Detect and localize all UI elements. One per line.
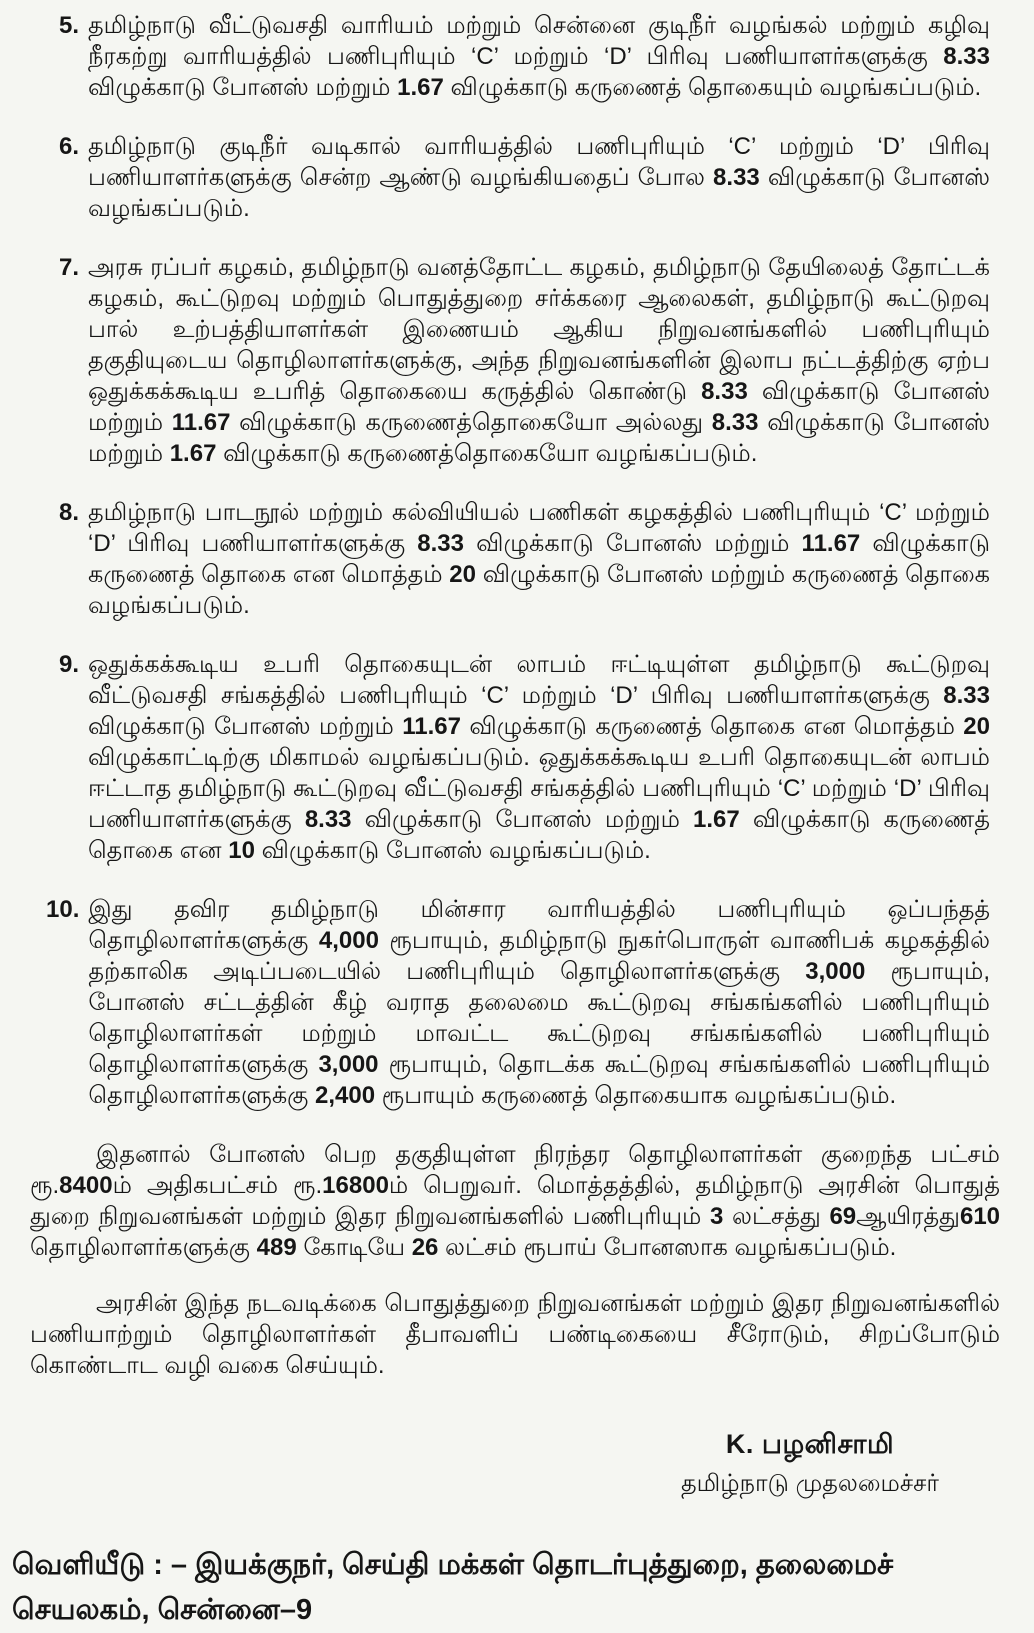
item-number: 6.: [58, 133, 79, 160]
item-text: ஒதுக்கக்கூடிய உபரி தொகையுடன் லாபம் ஈட்டியுள்ள தமிழ்நாடு கூட்டுறவு வீட்டுவசதி சங்கத்தில் பணிபுரியும் ‘C’ மற்றும் ‘D’ பிரிவு பணியாளர்களுக்கு 8.33 விழுக்காடு போனஸ் மற்றும் 11.67 விழுக்காடு கருணைத் தொகை என மொத்தம் 20 விழுக்காட்டிற்கு மிகாமல் வழங்கப்படும். ஒதுக்கக்கூடிய உபரி தொகையுடன் லாபம் ஈட்டாத தமிழ்நாடு கூட்டுறவு வீட்டுவசதி சங்கத்தில் பணிபுரியும் ‘C’ மற்றும் ‘D’ பிரிவு பணியாளர்களுக்கு 8.33 விழுக்காடு போனஸ் மற்றும் 1.67 விழுக்காடு கருணைத் தொகை என 10 விழுக்காடு போனஸ் வழங்கப்படும்.: [88, 651, 990, 864]
impact-paragraph: அரசின் இந்த நடவடிக்கை பொதுத்துறை நிறுவனங்கள் மற்றும் இதர நிறுவனங்களில் பணியாற்றும் தொழிலாளர்கள் தீபாவளிப் பண்டிகையை சீரோடும், சிறப்போடும் கொண்டாட வழி வகை செய்யும்.: [30, 1290, 1000, 1379]
item-number: 9.: [58, 651, 79, 678]
list-item-10: [46, 894, 990, 1111]
signature-block: [670, 1427, 950, 1499]
list-item-8: [46, 497, 990, 621]
signatory-name: K. பழனிசாமி: [725, 1429, 895, 1459]
item-text: அரசு ரப்பர் கழகம், தமிழ்நாடு வனத்தோட்ட கழகம், தமிழ்நாடு தேயிலைத் தோட்டக் கழகம், கூட்டுறவு மற்றும் பொதுத்துறை சர்க்கரை ஆலைகள், தமிழ்நாடு கூட்டுறவு பால் உற்பத்தியாளர்கள் இணையம் ஆகிய நிறுவனங்களில் பணிபுரியும் தகுதியுடைய தொழிலாளர்களுக்கு, அந்த நிறுவனங்களின் இலாப நட்டத்திற்கு ஏற்ப ஒதுக்கக்கூடிய உபரித் தொகையை கருத்தில் கொண்டு 8.33 விழுக்காடு போனஸ் மற்றும் 11.67 விழுக்காடு கருணைத்தொகையோ அல்லது 8.33 விழுக்காடு போனஸ் மற்றும் 1.67 விழுக்காடு கருணைத்தொகையோ வழங்கப்படும்.: [88, 254, 991, 467]
item-text: தமிழ்நாடு குடிநீர் வடிகால் வாரியத்தில் பணிபுரியும் ‘C’ மற்றும் ‘D’ பிரிவு பணியாளர்களுக்கு சென்ற ஆண்டு வழங்கியதைப் போல 8.33 விழுக்காடு போனஸ் வழங்கப்படும்.: [88, 133, 990, 222]
list-item-5: [46, 10, 990, 103]
list-item-7: [46, 252, 990, 469]
item-number: 7.: [58, 254, 79, 281]
item-text: இது தவிர தமிழ்நாடு மின்சார வாரியத்தில் பணிபுரியும் ஒப்பந்தத் தொழிலாளர்களுக்கு 4,000 ரூபாயும், தமிழ்நாடு நுகர்பொருள் வாணிபக் கழகத்தில் தற்காலிக அடிப்படையில் பணிபுரியும் தொழிலாளர்களுக்கு 3,000 ரூபாயும், போனஸ் சட்டத்தின் கீழ் வராத தலைமை கூட்டுறவு சங்கங்களில் பணிபுரியும் தொழிலாளர்கள் மற்றும் மாவட்ட கூட்டுறவு சங்கங்களில் பணிபுரியும் தொழிலாளர்களுக்கு 3,000 ரூபாயும், தொடக்க கூட்டுறவு சங்கங்களில் பணிபுரியும் தொழிலாளர்களுக்கு 2,400 ரூபாயும் கருணைத் தொகையாக வழங்கப்படும்.: [88, 896, 991, 1109]
list-item-9: [46, 649, 990, 866]
summary-paragraph: இதனால் போனஸ் பெற தகுதியுள்ள நிரந்தர தொழிலாளர்கள் குறைந்த பட்சம் ரூ.8400ம் அதிகபட்சம் ரூ.16800ம் பெறுவர். மொத்தத்தில், தமிழ்நாடு அரசின் பொதுத் துறை நிறுவனங்கள் மற்றும் இதர நிறுவனங்களில் பணிபுரியும் 3 லட்சத்து 69ஆயிரத்து610 தொழிலாளர்களுக்கு 489 கோடியே 26 லட்சம் ரூபாய் போனஸாக வழங்கப்படும்.: [30, 1141, 1001, 1261]
list-item-6: [46, 131, 990, 224]
item-number: 8.: [58, 499, 79, 526]
item-number: 10.: [46, 896, 80, 923]
signatory-title: தமிழ்நாடு முதலமைச்சர்: [681, 1470, 939, 1497]
publication-line: வெளியீடு : – இயக்குநர், செய்தி மக்கள் தொடர்புத்துறை, தலைமைச் செயலகம், சென்னை–9: [12, 1549, 894, 1626]
numbered-list: [0, 10, 1034, 1111]
item-text: தமிழ்நாடு பாடநூல் மற்றும் கல்வியியல் பணிகள் கழகத்தில் பணிபுரியும் ‘C’ மற்றும் ‘D’ பிரிவு பணியாளர்களுக்கு 8.33 விழுக்காடு போனஸ் மற்றும் 11.67 விழுக்காடு கருணைத் தொகை என மொத்தம் 20 விழுக்காடு போனஸ் மற்றும் கருணைத் தொகை வழங்கப்படும்.: [88, 499, 991, 619]
item-text: தமிழ்நாடு வீட்டுவசதி வாரியம் மற்றும் சென்னை குடிநீர் வழங்கல் மற்றும் கழிவு நீரகற்று வாரியத்தில் பணிபுரியும் ‘C’ மற்றும் ‘D’ பிரிவு பணியாளர்களுக்கு 8.33 விழுக்காடு போனஸ் மற்றும் 1.67 விழுக்காடு கருணைத் தொகையும் வழங்கப்படும்.: [88, 12, 990, 101]
item-number: 5.: [58, 12, 79, 39]
